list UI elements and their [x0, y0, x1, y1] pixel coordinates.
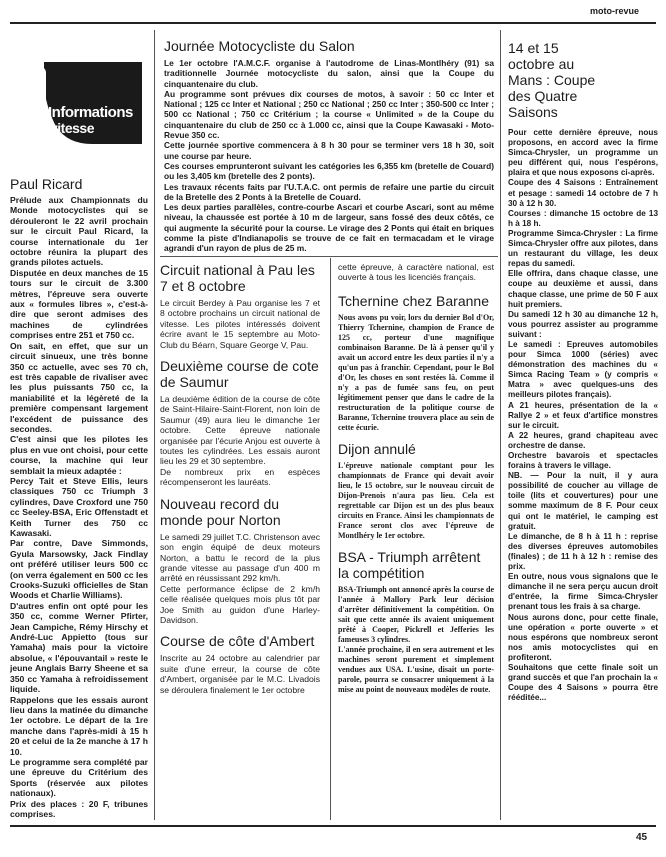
paragraph: NB. — Pour la nuit, il y aura possibilité de coucher au village de toile (lits et couvertures) pour une somme maximum de 8 F. Pour ceux qui ont le matériel, le camping est gratuit.: [508, 471, 658, 531]
paragraph: L'année prochaine, il en sera autrement et les machines seront purement et simplement vendues aux USA. L'usine, disait un porte-parole, pourra se consacrer uniquement à la mise au point de nouveaux modèles de route.: [338, 644, 494, 694]
continued-text: cette épreuve, à caractère national, est ouverte à tous les licenciés français.: [338, 262, 494, 283]
paragraph: D'autres enfin ont opté pour les 350 cc, comme Werner Pfirter, Jean Campiche, Rémy Hirschy et André-Luc Appietto (tous sur Yamaha) mais pour la victoire absolue, « l'épouvantail » reste le jeune Anglais Barry Sheene et sa 350 cc Yamaha à refroidissement liquide.: [10, 600, 148, 695]
paragraph: Le circuit Berdey à Pau organise les 7 et 8 octobre prochains un circuit national de vitesse. Les pilotes intéressés doivent écrire avant le 15 septembre au Moto-Club du Béarn, Square George V, Pau.: [160, 298, 320, 350]
article-saumur: [160, 358, 320, 488]
rubric-line1: Informations: [48, 104, 133, 121]
bottom-rule: [10, 825, 656, 827]
paragraph: L'épreuve nationale comptant pour les championnats de France qui devait avoir lieu, le 15 octobre, sur le nouveau circuit de Dijon-Prenois n'aura pas lieu. Cela est regrettable car Dijon est un des plus beaux circuits en France. Ainsi les championnats de France seront clos avec l'épreuve de Montlhéry le 1er octobre.: [338, 460, 494, 540]
article-body: [338, 313, 494, 433]
paragraph: Elle offrira, dans chaque classe, une coupe au deuxième et aussi, dans chaque classe, une prime de 50 F aux huit premiers.: [508, 269, 658, 309]
paragraph: Nous avons pu voir, lors du dernier Bol d'Or, Thierry Tchernine, champion de France de 125 cc, porteur d'une magnifique combinaison Baranne. De là à penser qu'il y avait un accord entre les deux parties il n'y a qu'un pas à franchir. Cependant, pour le Bol d'Or, les choses en sont restées là. Comme il n'y a pas de fumée sans feu, on peut légitimement penser que dans le cadre de la restructuration de la politique course de Baranne, Tchernine trouvera place au sein de cette écurie.: [338, 312, 494, 432]
article-norton: [160, 496, 320, 626]
page-number: 45: [636, 832, 648, 843]
paragraph: Au programme sont prévues dix courses de motos, à savoir : 50 cc Inter et National ; 125 cc Inter et National ; 250 cc National ; 250 cc Inter ; 350-500 cc Inter ; 500 cc National ; 750 cc Critérium ; la course « Unlimited » de la Coupe du cinquantenaire du club de 250 cc à 1.000 cc, ainsi que la Coupe Kawasaki - Moto-Revue 350 cc.: [164, 88, 494, 141]
section-rule: [160, 256, 498, 257]
paragraph: On sait, en effet, que sur un circuit sinueux, une très bonne 350 cc actuelle, avec ses 70 ch, est très capable de rivaliser avec les plus puissants 750 cc, la maniabilité et la légèreté de la première compensant largement l'excédent de puissance des secondes.: [10, 340, 148, 434]
article-body: [160, 532, 320, 626]
masthead: moto-revue: [590, 6, 640, 16]
article-body: [338, 461, 494, 541]
article-title: Journée Motocycliste du Salon: [164, 38, 355, 54]
column-rule: [500, 30, 501, 820]
column-2: [160, 262, 320, 695]
paragraph: Inscrite au 24 octobre au calendrier par suite d'une erreur, la course de côte d'Ambert, organisée par le M.C. Livadois se déroulera finalement le 1er octobre: [160, 653, 320, 695]
article-body: [164, 58, 494, 254]
article-salon: [164, 38, 494, 254]
article-title: Deuxième course de cote de Saumur: [160, 358, 319, 391]
article-paul-ricard: [10, 176, 148, 819]
paragraph: Le dimanche, de 8 h à 11 h : reprise des diverses épreuves automobiles (finales) ; de 11 h à 12 h : remise des prix.: [508, 531, 658, 572]
article-ambert: [160, 633, 320, 695]
rubric-line2: vitesse: [50, 120, 94, 136]
paragraph: Le samedi : Epreuves automobiles pour Simca 1000 (séries) avec démonstration des machines du « Simca Racing Team » (y compris « Matra » avec quelques-uns des meilleurs pilotes français).: [508, 339, 658, 400]
article-pau: [160, 262, 320, 350]
article-body: [508, 128, 658, 703]
article-body: [338, 585, 494, 695]
paragraph: Coupe des 4 Saisons : Entraînement et pesage : samedi 14 octobre de 7 h 30 à 12 h 30.: [508, 178, 658, 208]
paragraph: A 21 heures, présentation de la « Rallye 2 » et feux d'artifice monstres sur le circuit.: [508, 400, 658, 430]
article-title: Circuit national à Pau les 7 et 8 octobre: [160, 262, 315, 294]
paragraph: Prélude aux Championnats du Monde motocyclistes qui se dérouleront le 22 avril prochain sur le circuit Paul Ricard, la course internationale du 1er octobre réunira la plupart des grands pilotes actuels.: [10, 195, 148, 268]
article-title: Dijon annulé: [338, 440, 416, 457]
column-rule: [154, 30, 155, 820]
paragraph: Nous aurons donc, pour cette finale, une opération « porte ouverte » et nous espérons que nombreux seront nos amis motocyclistes qui en profiteront.: [508, 612, 658, 662]
paragraph: Le 1er octobre l'A.M.C.F. organise à l'autodrome de Linas-Montlhéry (91) sa traditionnelle Journée motocycliste du salon, ainsi que la Coupe du cinquantenaire du club.: [164, 58, 494, 89]
paragraph: En outre, nous vous signalons que le dimanche il ne sera perçu aucun droit d'entrée, la firme Simca-Chrysler prenant tous les frais à sa charge.: [508, 572, 658, 612]
column-3: [338, 262, 494, 695]
paragraph: Disputée en deux manches de 15 tours sur le circuit de 3.300 mètres, l'épreuve sera ouverte aux « formules libres », c'est-à-dire que seront admises des machines de cylindrées comprises entre 251 et 750 cc.: [10, 267, 148, 341]
paragraph: Souhaitons que cette finale soit un grand succès et que l'an prochain la « Coupe des 4 Saisons » pourra être rééditée...: [508, 662, 658, 703]
paragraph: A 22 heures, grand chapiteau avec orchestre de danse.: [508, 430, 658, 450]
article-body: [160, 394, 320, 488]
column-rule: [330, 258, 331, 820]
paragraph: De nombreux prix en espèces récompenseront les lauréats.: [160, 466, 320, 488]
article-title: 14 et 15 octobre au Mans : Coupe des Quatre Saisons: [508, 40, 596, 120]
paragraph: Du samedi 12 h 30 au dimanche 12 h, vous pourrez assister au programme suivant :: [508, 309, 658, 339]
article-tchernine: [338, 293, 494, 433]
paragraph: Les travaux récents faits par l'U.T.A.C. ont permis de refaire une partie du circuit de la Bretelle des 2 Ponts à la Bretelle de Couard.: [164, 181, 494, 202]
paragraph: Courses : dimanche 15 octobre de 13 h à 18 h.: [508, 208, 658, 228]
paragraph: Les deux parties parallèles, contre-courbe Ascari et courbe Ascari, sont au même niveau, la chaussée est portée à 10 m de largeur, sans fossé des deux côtés, ce qui augmente la sécurité pour la course. Le virage des 2 Ponts qui était en briques comme la piste d'Indianapolis se trouve de ce fait en termacadam et le virage agrandi d'un rayon de plus de 25 m.: [164, 202, 494, 254]
article-title: Tchernine chez Baranne: [338, 292, 489, 309]
paragraph: C'est ainsi que les pilotes les plus en vue ont choisi, pour cette course, la machine qui leur semblait la mieux adaptée :: [10, 434, 148, 476]
paragraph: Rappelons que les essais auront lieu dans la matinée du dimanche 1er octobre. Le départ de la 1re manche dans l'après-midi à 15 h 20 et celui de la 2e manche à 17 h 10.: [10, 694, 148, 757]
article-body: [10, 195, 148, 819]
paragraph: Ces courses emprunteront suivant les catégories les 6,355 km (bretelle de Couard) ou les 3,405 km (bretelle des 2 ponts).: [164, 160, 494, 182]
article-title: Course de côte d'Ambert: [160, 633, 315, 650]
paragraph: Cette journée sportive commencera à 8 h 30 pour se terminer vers 18 h 30, soit une course par heure.: [164, 140, 494, 161]
article-dijon: [338, 441, 494, 541]
article-title: BSA - Triumph arrêtent la compétition: [338, 548, 481, 581]
paragraph: Prix des places : 20 F, tribunes comprises.: [10, 798, 148, 819]
paragraph: Orchestre bavarois et spectacles forains à travers le village.: [508, 451, 658, 471]
paragraph: Par contre, Dave Simmonds, Gyula Marsowsky, Jack Findlay ont préféré utiliser leurs 500 cc (on verra également en 500 cc les Crooks-Suzuki officielles de Stan Woods et Charlie Williams).: [10, 538, 148, 601]
paragraph: Programme Simca-Chrysler : La firme Simca-Chrysler offre aux pilotes, dans un restaurant du village, les deux repas du samedi.: [508, 228, 658, 269]
paragraph: BSA-Triumph ont annoncé après la course de l'année à Mallory Park leur décision d'arrêter définitivement la compétition. On sait que cette année ils avaient uniquement prêté à Cooper, Pickrell et Jefferies les fameuses 3 cylindres.: [338, 584, 494, 644]
article-title: Paul Ricard: [10, 176, 83, 192]
top-rule: [10, 22, 656, 24]
article-body: [160, 653, 320, 695]
article-le-mans: [508, 40, 658, 703]
paragraph: Le programme sera complété par une épreuve du Critérium des Sports (réservée aux pilotes nationaux).: [10, 756, 148, 799]
paragraph: La deuxième édition de la course de côte de Saint-Hilaire-Saint-Florent, non loin de Saumur (49) aura lieu le dimanche 1er octobre. Cette épreuve nationale organisée par l'écurie Anjou est ouverte à toutes les cylindrées. Les essais auront lieu les 29 et 30 septembre.: [160, 394, 320, 467]
article-body: [160, 298, 320, 350]
paragraph: Pour cette dernière épreuve, nous proposons, en accord avec la firme Simca-Chrysler, un programme un peu différent qui, nous l'espérons, plaira et que nous exposons ci-après.: [508, 128, 658, 178]
paragraph: Le samedi 29 juillet T.C. Christenson avec son engin équipé de deux moteurs Norton, a battu le record de la plus grande vitesse au passage d'un 400 m arrêté en réussissant 292 km/h.: [160, 531, 320, 584]
article-title: Nouveau record du monde pour Norton: [160, 495, 281, 528]
paragraph: Percy Tait et Steve Ellis, leurs classiques 750 cc Triumph 3 cylindres, Dave Croxford une 750 cc Seeley-BSA, Eric Offenstadt et Keith Turner des 750 cc Kawasaki.: [10, 475, 148, 538]
paragraph: Cette performance éclipse de 2 km/h celle réalisée quelques mois plus tôt par Joe Smith au guidon d'une Harley-Davidson.: [160, 583, 320, 625]
article-bsa: [338, 549, 494, 695]
